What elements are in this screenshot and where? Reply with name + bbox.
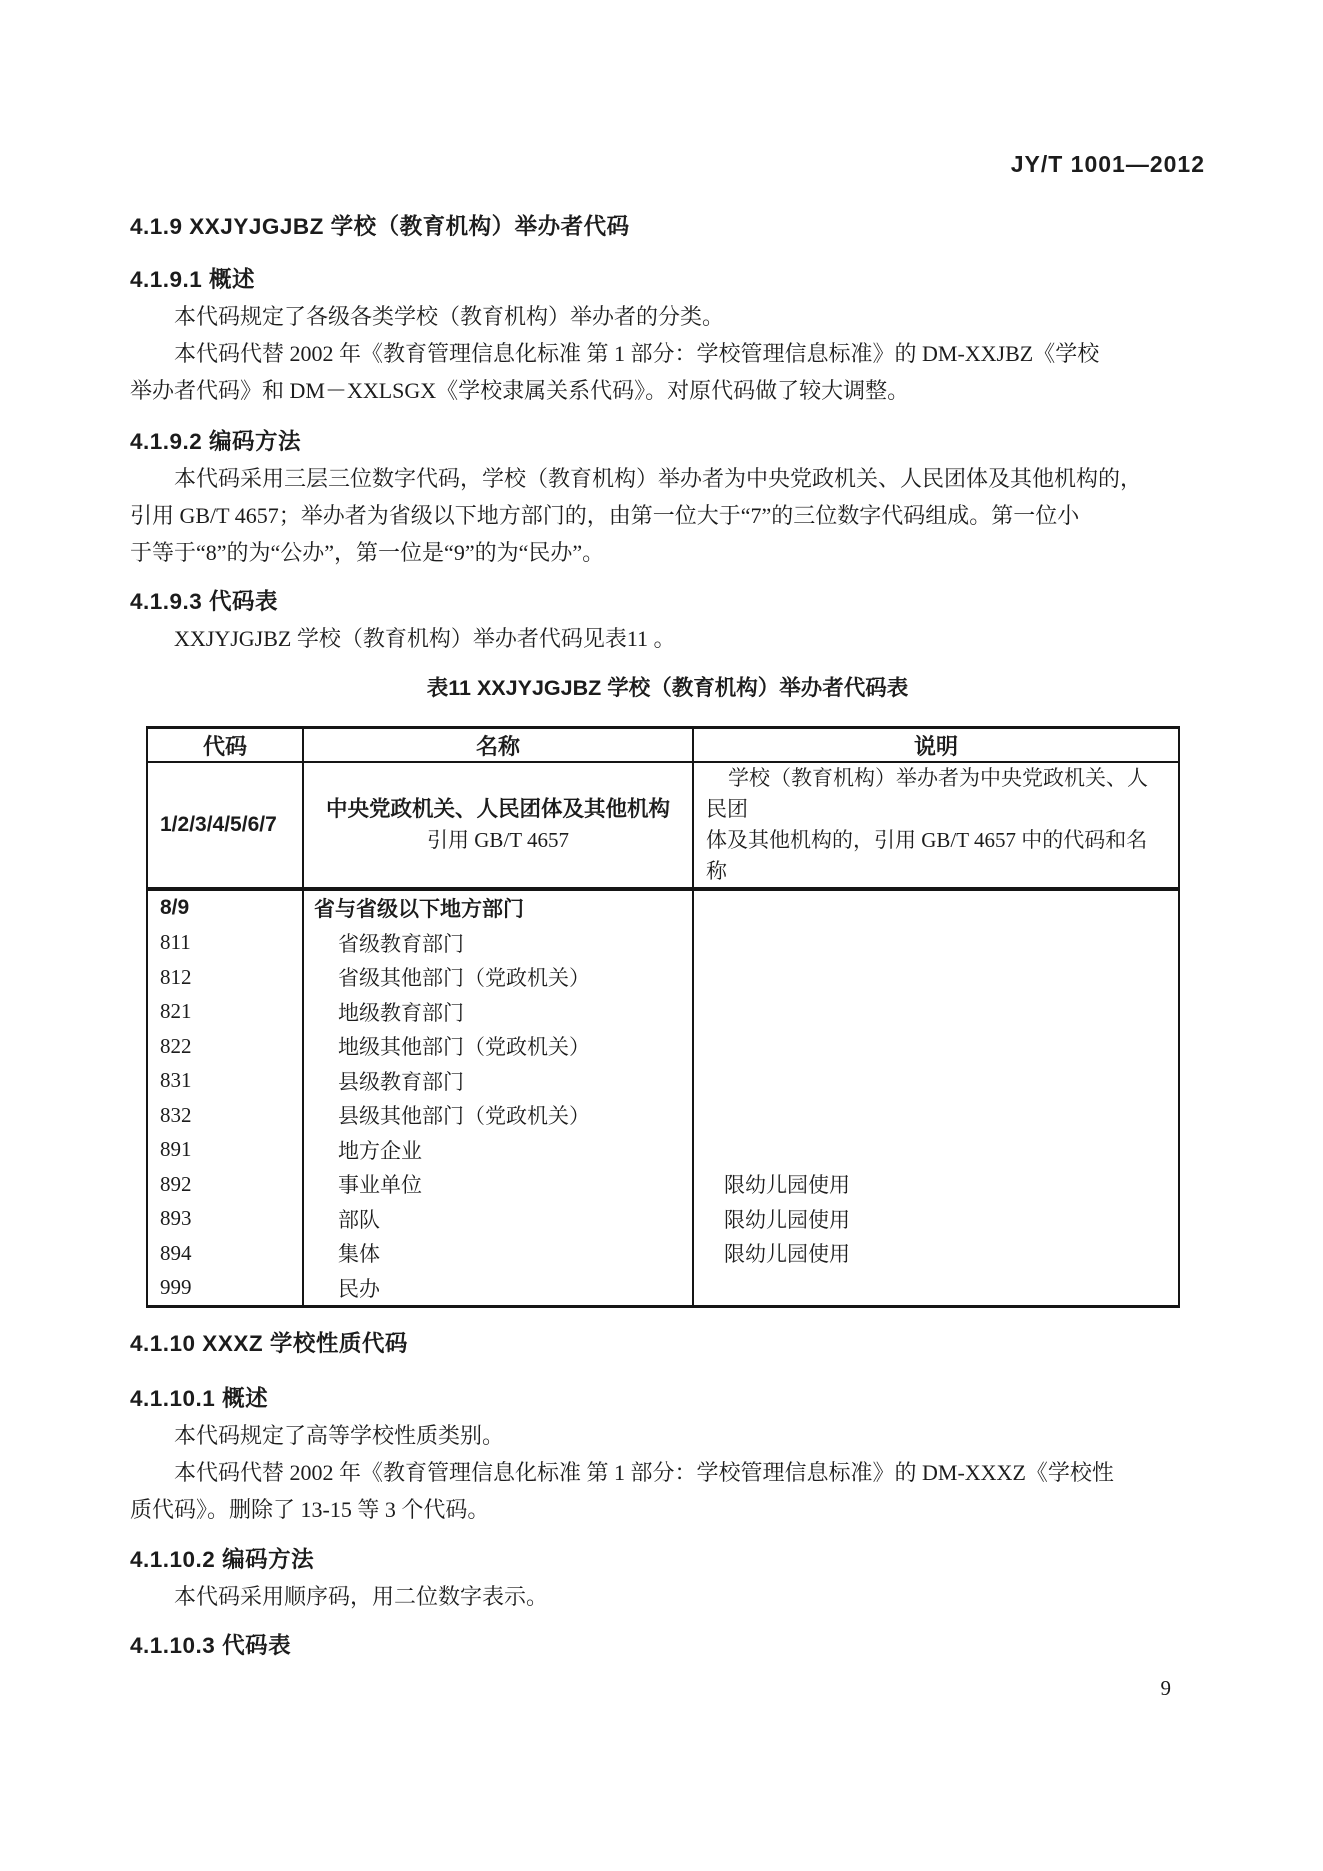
cell-name: 民办 (303, 1271, 693, 1307)
paragraph-line: 于等于“8”的为“公办”，第一位是“9”的为“民办”。 (130, 540, 605, 565)
cell-desc (693, 1098, 1179, 1133)
page-number: 9 (1160, 1676, 1171, 1700)
cell-name: 县级教育部门 (303, 1064, 693, 1099)
cell-code: 894 (160, 1240, 192, 1265)
section-title-4-1-9-3: 4.1.9.3 代码表 (130, 589, 279, 614)
cell-desc (693, 926, 1179, 961)
cell-name: 地级其他部门（党政机关） (303, 1029, 693, 1064)
table-row (147, 995, 1179, 1030)
table-header-row (147, 728, 1179, 763)
cell-code: 821 (160, 999, 192, 1024)
cell-desc (693, 1133, 1179, 1168)
paragraph-overview-4 (130, 1454, 1205, 1528)
cell-desc: 限幼儿园使用 (693, 1202, 1179, 1237)
section-title-4-1-9-1: 4.1.9.1 概述 (130, 267, 256, 292)
table-row (147, 1133, 1179, 1168)
cell-desc: 限幼儿园使用 (693, 1167, 1179, 1202)
cell-code: 891 (160, 1137, 192, 1162)
cell-name (303, 762, 693, 889)
column-header-name: 名称 (303, 728, 693, 763)
section-title-4-1-10: 4.1.10 XXXZ 学校性质代码 (130, 1331, 408, 1356)
section-title-4-1-10-1: 4.1.10.1 概述 (130, 1386, 269, 1411)
cell-desc-line: 体及其他机构的，引用 GB/T 4657 中的代码和名称 (706, 828, 1148, 883)
table-row (147, 1236, 1179, 1271)
table-caption: 表11 XXJYJGJBZ 学校（教育机构）举办者代码表 (426, 676, 909, 700)
cell-code: 893 (160, 1206, 192, 1231)
table-row (147, 1064, 1179, 1099)
paragraph-line: XXJYJGJBZ 学校（教育机构）举办者代码见表11 。 (174, 626, 676, 651)
cell-desc (693, 1064, 1179, 1099)
cell-desc (693, 1029, 1179, 1064)
cell-desc (693, 762, 1179, 889)
standard-number: JY/T 1001—2012 (1010, 151, 1205, 177)
code-table (146, 726, 1180, 1308)
cell-code: 811 (160, 930, 191, 955)
table-row (147, 889, 1179, 926)
cell-code: 812 (160, 964, 192, 989)
paragraph-coding-method (130, 460, 1205, 571)
cell-desc (693, 889, 1179, 926)
cell-name: 地方企业 (303, 1133, 693, 1168)
cell-desc (693, 960, 1179, 995)
paragraph-line: 引用 GB/T 4657；举办者为省级以下地方部门的，由第一位大于“7”的三位数字代码组成。第一位小 (130, 503, 1080, 528)
table-row (147, 1202, 1179, 1237)
section-title-4-1-10-3: 4.1.10.3 代码表 (130, 1633, 292, 1658)
cell-name: 省级其他部门（党政机关） (303, 960, 693, 995)
cell-code: 832 (160, 1102, 192, 1127)
cell-name: 部队 (303, 1202, 693, 1237)
section-title-4-1-9-2: 4.1.9.2 编码方法 (130, 429, 302, 454)
paragraph-line: 本代码代替 2002 年《教育管理信息化标准 第 1 部分：学校管理信息标准》的 DM-XXXZ《学校性 (174, 1460, 1114, 1485)
paragraph-line: 本代码代替 2002 年《教育管理信息化标准 第 1 部分：学校管理信息标准》的 DM-XXJBZ《学校 (174, 341, 1100, 366)
cell-code: 8/9 (160, 896, 190, 920)
paragraph-line: 本代码采用顺序码，用二位数字表示。 (174, 1584, 549, 1609)
column-header-code: 代码 (147, 728, 303, 763)
paragraph-overview-2 (130, 335, 1205, 409)
cell-name-note: 引用 GB/T 4657 (427, 828, 569, 852)
table-row (147, 1029, 1179, 1064)
paragraph-coding-method-2 (130, 1578, 1205, 1615)
cell-code: 999 (160, 1275, 192, 1300)
cell-name: 县级其他部门（党政机关） (303, 1098, 693, 1133)
cell-code: 822 (160, 1033, 192, 1058)
paragraph-see-table (130, 620, 1205, 657)
cell-desc (693, 995, 1179, 1030)
table-row (147, 1098, 1179, 1133)
table-row (147, 762, 1179, 889)
cell-name: 集体 (303, 1236, 693, 1271)
cell-name: 事业单位 (303, 1167, 693, 1202)
paragraph-line: 本代码采用三层三位数字代码，学校（教育机构）举办者为中央党政机关、人民团体及其他机构的， (174, 466, 1143, 491)
paragraph-line: 质代码》。删除了 13-15 等 3 个代码。 (130, 1497, 490, 1522)
table-row (147, 926, 1179, 961)
paragraph-line: 本代码规定了各级各类学校（教育机构）举办者的分类。 (174, 304, 725, 329)
cell-name-title: 中央党政机关、人民团体及其他机构 (325, 797, 670, 821)
cell-desc-line: 学校（教育机构）举办者为中央党政机关、人民团 (706, 766, 1148, 821)
section-title-4-1-10-2: 4.1.10.2 编码方法 (130, 1547, 315, 1572)
table-row (147, 1167, 1179, 1202)
section-title-4-1-9: 4.1.9 XXJYJGJBZ 学校（教育机构）举办者代码 (130, 214, 630, 239)
paragraph-line: 本代码规定了高等学校性质类别。 (174, 1423, 505, 1448)
doc-header (130, 146, 1205, 183)
cell-name: 地级教育部门 (303, 995, 693, 1030)
cell-desc (693, 1271, 1179, 1307)
paragraph-overview-1 (130, 298, 1205, 335)
table-row (147, 1271, 1179, 1307)
paragraph-line: 举办者代码》和 DM－XXLSGX《学校隶属关系代码》。对原代码做了较大调整。 (130, 378, 910, 403)
column-header-desc: 说明 (693, 728, 1179, 763)
cell-code: 831 (160, 1068, 192, 1093)
cell-code: 892 (160, 1171, 192, 1196)
cell-desc: 限幼儿园使用 (693, 1236, 1179, 1271)
cell-name: 省与省级以下地方部门 (303, 889, 693, 926)
table-row (147, 960, 1179, 995)
paragraph-overview-3 (130, 1417, 1205, 1454)
cell-code: 1/2/3/4/5/6/7 (147, 762, 303, 889)
cell-name: 省级教育部门 (303, 926, 693, 961)
